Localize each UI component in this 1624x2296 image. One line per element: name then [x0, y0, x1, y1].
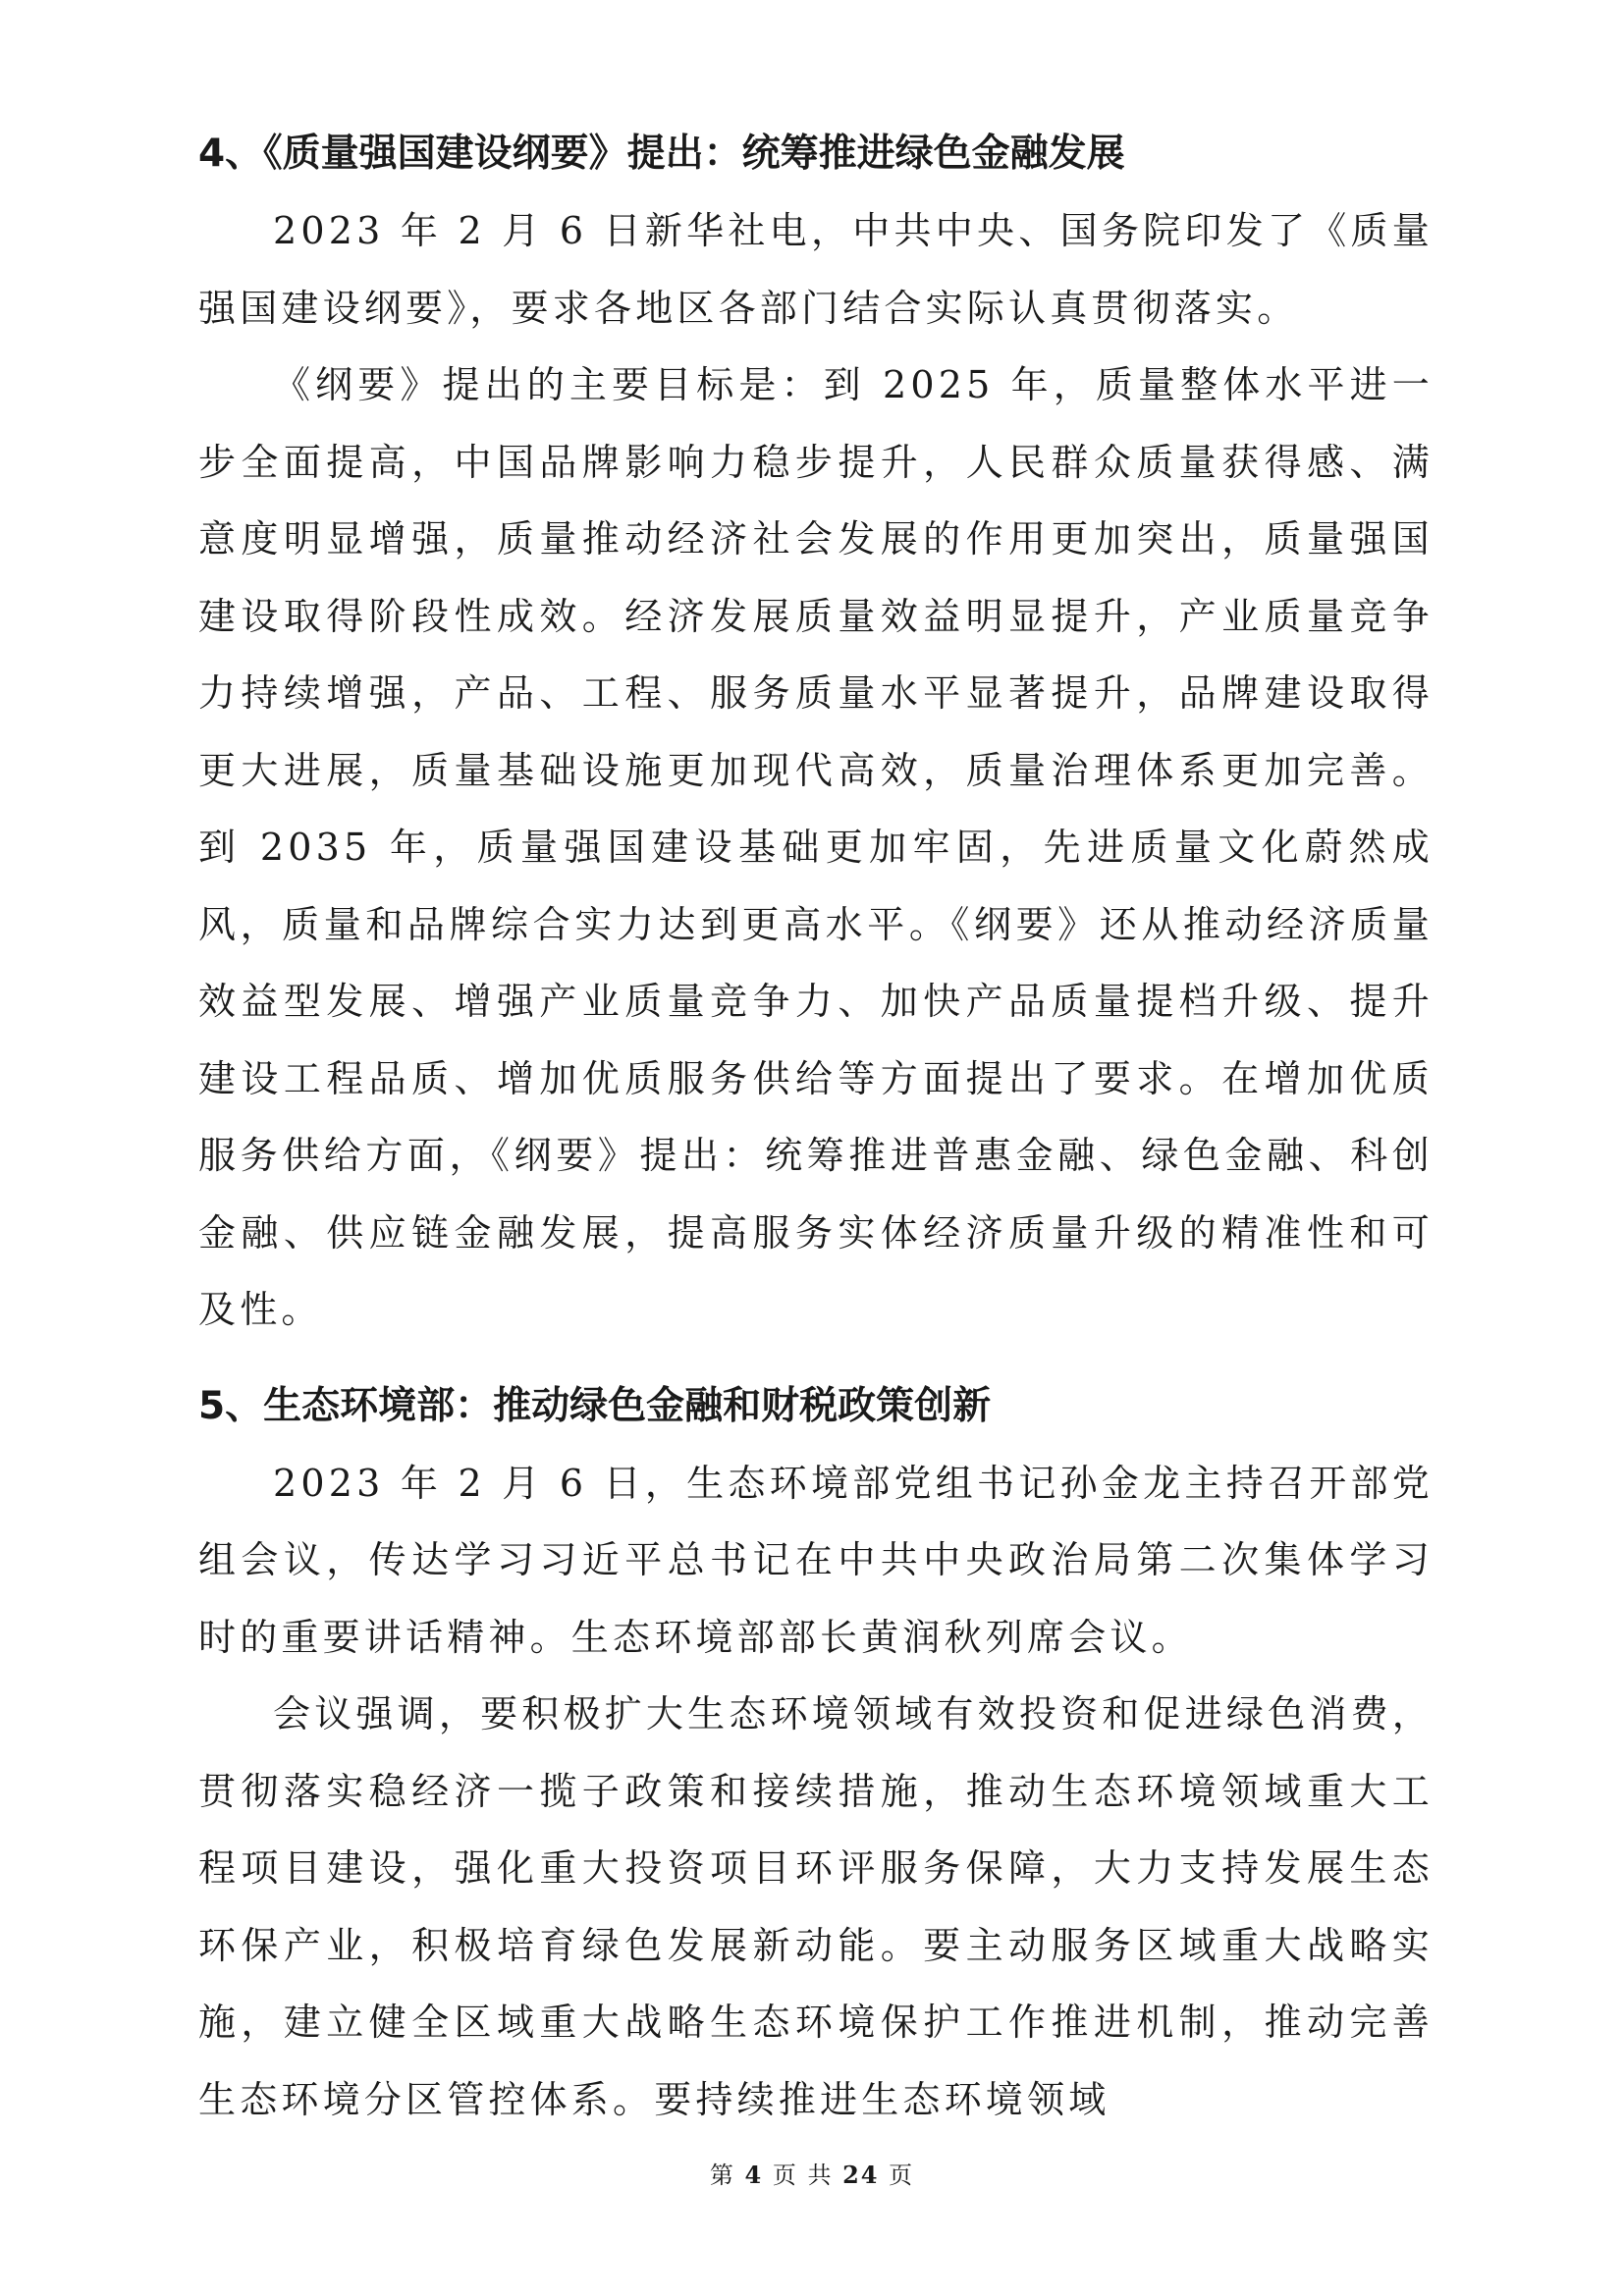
page-footer	[0, 2156, 1624, 2190]
footer-middle: 页 共	[772, 2162, 834, 2189]
footer-total-pages: 24	[842, 2161, 880, 2189]
section-5-heading: 5、生态环境部：推动绿色金融和财税政策创新	[198, 1383, 992, 1428]
footer-page-number: 4	[744, 2161, 764, 2189]
section-5-paragraph-2: 会议强调，要积极扩大生态环境领域有效投资和促进绿色消费，贯彻落实稳经济一揽子政策和接续措施，推动生态环境领域重大工程项目建设，强化重大投资项目环评服务保障，大力支持发展生态环保产业，积极培育绿色发展新动能。要主动服务区域重大战略实施，建立健全区域重大战略生态环境保护工作推进机制，推动完善生态环境分区管控体系。要持续推进生态环境领域	[198, 1692, 1434, 2121]
section-4-paragraph-1: 2023 年 2 月 6 日新华社电，中共中央、国务院印发了《质量强国建设纲要》，要求各地区各部门结合实际认真贯彻落实。	[198, 209, 1434, 330]
section-spacer	[198, 1349, 1434, 1368]
section-5-paragraph-1: 2023 年 2 月 6 日，生态环境部党组书记孙金龙主持召开部党组会议，传达学习习近平总书记在中共中央政治局第二次集体学习时的重要讲话精神。生态环境部部长黄润秋列席会议。	[198, 1461, 1434, 1659]
document-body	[198, 116, 1434, 2138]
footer-suffix: 页	[889, 2162, 915, 2189]
section-4-paragraph-2: 《纲要》提出的主要目标是：到 2025 年，质量整体水平进一步全面提高，中国品牌影响力稳步提升，人民群众质量获得感、满意度明显增强，质量推动经济社会发展的作用更加突出，质量强国建设取得阶段性成效。经济发展质量效益明显提升，产业质量竞争力持续增强，产品、工程、服务质量水平显著提升，品牌建设取得更大进展，质量基础设施更加现代高效，质量治理体系更加完善。到 2035 年，质量强国建设基础更加牢固，先进质量文化蔚然成风，质量和品牌综合实力达到更高水平。《纲要》还从推动经济质量效益型发展、增强产业质量竞争力、加快产品质量提档升级、提升建设工程品质、增加优质服务供给等方面提出了要求。在增加优质服务供给方面，《纲要》提出：统筹推进普惠金融、绿色金融、科创金融、供应链金融发展，提高服务实体经济质量升级的精准性和可及性。	[198, 363, 1434, 1331]
footer-prefix: 第	[709, 2162, 735, 2189]
section-4-heading: 4、《质量强国建设纲要》提出：统筹推进绿色金融发展	[198, 132, 1125, 176]
